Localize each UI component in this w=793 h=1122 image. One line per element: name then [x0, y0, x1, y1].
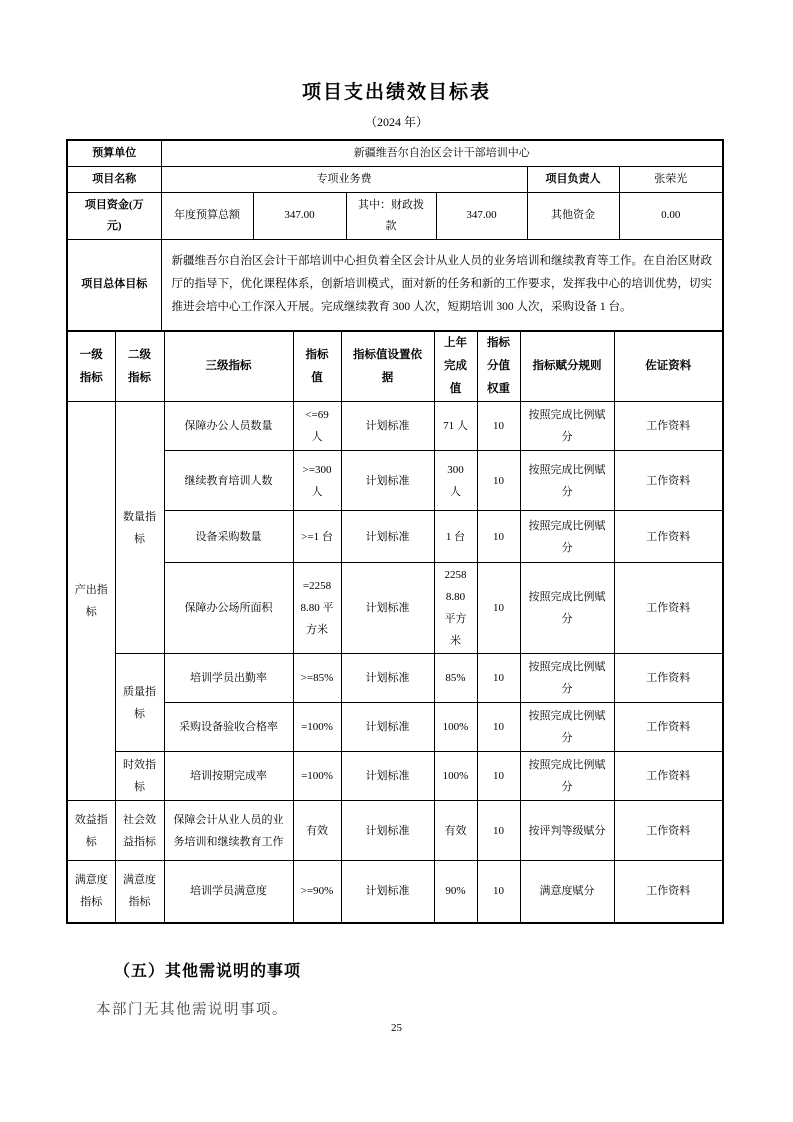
- page-title: 项目支出绩效目标表: [301, 82, 491, 103]
- cell-indicator: 保障会计从业人员的业务培训和继续教育工作: [164, 801, 293, 861]
- cell-rule: 按评判等级赋分: [520, 801, 614, 861]
- cell-level2: 社会效益指标: [115, 801, 164, 861]
- cell-basis: 计划标准: [341, 402, 434, 451]
- cell-level1: 满意度指标: [67, 861, 115, 923]
- cell-last-year: 85%: [434, 654, 477, 703]
- cell-rule: 按照完成比例赋分: [520, 511, 614, 563]
- cell-last-year: 22588.80 平方米: [434, 563, 477, 654]
- header-level3: 三级指标: [164, 331, 293, 402]
- cell-indicator: 继续教育培训人数: [164, 451, 293, 511]
- table-row: [67, 402, 723, 451]
- cell-indicator: 培训学员满意度: [164, 861, 293, 923]
- project-leader-value: 张荣光: [619, 166, 723, 192]
- cell-rule: 满意度赋分: [520, 861, 614, 923]
- cell-basis: 计划标准: [341, 801, 434, 861]
- table-row: [67, 166, 723, 192]
- cell-basis: 计划标准: [341, 451, 434, 511]
- cell-basis: 计划标准: [341, 511, 434, 563]
- cell-level1: 效益指标: [67, 801, 115, 861]
- cell-value: =100%: [293, 752, 341, 801]
- table-row: [67, 752, 723, 801]
- cell-evidence: 工作资料: [614, 563, 723, 654]
- cell-evidence: 工作资料: [614, 703, 723, 752]
- section-heading: （五）其他需说明的事项: [114, 962, 302, 980]
- project-name-label: 项目名称: [67, 166, 161, 192]
- cell-level2: 时效指标: [115, 752, 164, 801]
- cell-basis: 计划标准: [341, 654, 434, 703]
- cell-last-year: 有效: [434, 801, 477, 861]
- table-row: [67, 511, 723, 563]
- cell-evidence: 工作资料: [614, 752, 723, 801]
- section-body-text: 本部门无其他需说明事项。: [96, 1001, 288, 1018]
- cell-basis: 计划标准: [341, 703, 434, 752]
- header-weight: 指标分值权重: [477, 331, 520, 402]
- cell-rule: 按照完成比例赋分: [520, 654, 614, 703]
- budget-unit-label: 预算单位: [67, 140, 161, 166]
- table-row: [67, 654, 723, 703]
- cell-indicator: 培训学员出勤率: [164, 654, 293, 703]
- cell-indicator: 保障办公人员数量: [164, 402, 293, 451]
- cell-weight: 10: [477, 511, 520, 563]
- table-row: [67, 801, 723, 861]
- cell-weight: 10: [477, 563, 520, 654]
- table-row: [67, 140, 723, 166]
- other-funds-value: 0.00: [619, 192, 723, 239]
- cell-indicator: 设备采购数量: [164, 511, 293, 563]
- cell-evidence: 工作资料: [614, 402, 723, 451]
- table-row: [67, 703, 723, 752]
- table-row: [67, 861, 723, 923]
- cell-weight: 10: [477, 451, 520, 511]
- cell-evidence: 工作资料: [614, 801, 723, 861]
- cell-value: 有效: [293, 801, 341, 861]
- cell-value: <=69 人: [293, 402, 341, 451]
- cell-last-year: 300 人: [434, 451, 477, 511]
- cell-level2: 质量指标: [115, 654, 164, 752]
- annual-budget-value: 347.00: [253, 192, 346, 239]
- cell-weight: 10: [477, 402, 520, 451]
- cell-indicator: 采购设备验收合格率: [164, 703, 293, 752]
- table-row: [67, 563, 723, 654]
- page-number: 25: [391, 1022, 402, 1034]
- cell-value: >=85%: [293, 654, 341, 703]
- fiscal-allocation-label: 其中：财政拨款: [346, 192, 436, 239]
- cell-value: =100%: [293, 703, 341, 752]
- cell-basis: 计划标准: [341, 861, 434, 923]
- header-value: 指标值: [293, 331, 341, 402]
- header-evidence: 佐证资料: [614, 331, 723, 402]
- cell-evidence: 工作资料: [614, 654, 723, 703]
- cell-value: >=1 台: [293, 511, 341, 563]
- indicator-header-row: [67, 331, 723, 402]
- cell-value: >=300 人: [293, 451, 341, 511]
- cell-rule: 按照完成比例赋分: [520, 752, 614, 801]
- cell-level2: 满意度指标: [115, 861, 164, 923]
- project-info-table: [66, 139, 724, 332]
- cell-rule: 按照完成比例赋分: [520, 563, 614, 654]
- budget-unit-value: 新疆维吾尔自治区会计干部培训中心: [161, 140, 723, 166]
- cell-evidence: 工作资料: [614, 451, 723, 511]
- header-basis: 指标值设置依据: [341, 331, 434, 402]
- cell-indicator: 保障办公场所面积: [164, 563, 293, 654]
- cell-rule: 按照完成比例赋分: [520, 703, 614, 752]
- fiscal-allocation-value: 347.00: [436, 192, 527, 239]
- cell-level1: 产出指标: [67, 402, 115, 801]
- project-funds-label: 项目资金(万元): [67, 192, 161, 239]
- cell-basis: 计划标准: [341, 563, 434, 654]
- cell-weight: 10: [477, 801, 520, 861]
- other-funds-label: 其他资金: [527, 192, 619, 239]
- cell-level2: 数量指标: [115, 402, 164, 654]
- cell-weight: 10: [477, 654, 520, 703]
- cell-weight: 10: [477, 861, 520, 923]
- page-subtitle: （2024 年）: [364, 115, 428, 129]
- project-leader-label: 项目负责人: [527, 166, 619, 192]
- cell-evidence: 工作资料: [614, 861, 723, 923]
- project-name-value: 专项业务费: [161, 166, 527, 192]
- cell-indicator: 培训按期完成率: [164, 752, 293, 801]
- annual-budget-label: 年度预算总额: [161, 192, 253, 239]
- overall-goal-value: 新疆维吾尔自治区会计干部培训中心担负着全区会计从业人员的业务培训和继续教育等工作。在自治区财政厅的指导下，优化课程体系，创新培训模式，面对新的任务和新的工作要求，发挥我中心的培训优势，切实推进会培中心工作深入开展。完成继续教育 300 人次，短期培训 300 人次，采购设备 1 台。: [161, 239, 723, 331]
- header-level1: 一级指标: [67, 331, 115, 402]
- cell-last-year: 100%: [434, 703, 477, 752]
- cell-last-year: 1 台: [434, 511, 477, 563]
- cell-value: >=90%: [293, 861, 341, 923]
- cell-evidence: 工作资料: [614, 511, 723, 563]
- cell-rule: 按照完成比例赋分: [520, 402, 614, 451]
- cell-rule: 按照完成比例赋分: [520, 451, 614, 511]
- cell-weight: 10: [477, 703, 520, 752]
- cell-last-year: 71 人: [434, 402, 477, 451]
- table-row: [67, 239, 723, 331]
- performance-indicator-table: [66, 330, 724, 924]
- cell-value: =22588.80 平方米: [293, 563, 341, 654]
- cell-last-year: 100%: [434, 752, 477, 801]
- table-row: [67, 451, 723, 511]
- overall-goal-label: 项目总体目标: [67, 239, 161, 331]
- header-rule: 指标赋分规则: [520, 331, 614, 402]
- cell-last-year: 90%: [434, 861, 477, 923]
- header-level2: 二级指标: [115, 331, 164, 402]
- cell-weight: 10: [477, 752, 520, 801]
- cell-basis: 计划标准: [341, 752, 434, 801]
- header-last-year: 上年完成值: [434, 331, 477, 402]
- table-row: [67, 192, 723, 239]
